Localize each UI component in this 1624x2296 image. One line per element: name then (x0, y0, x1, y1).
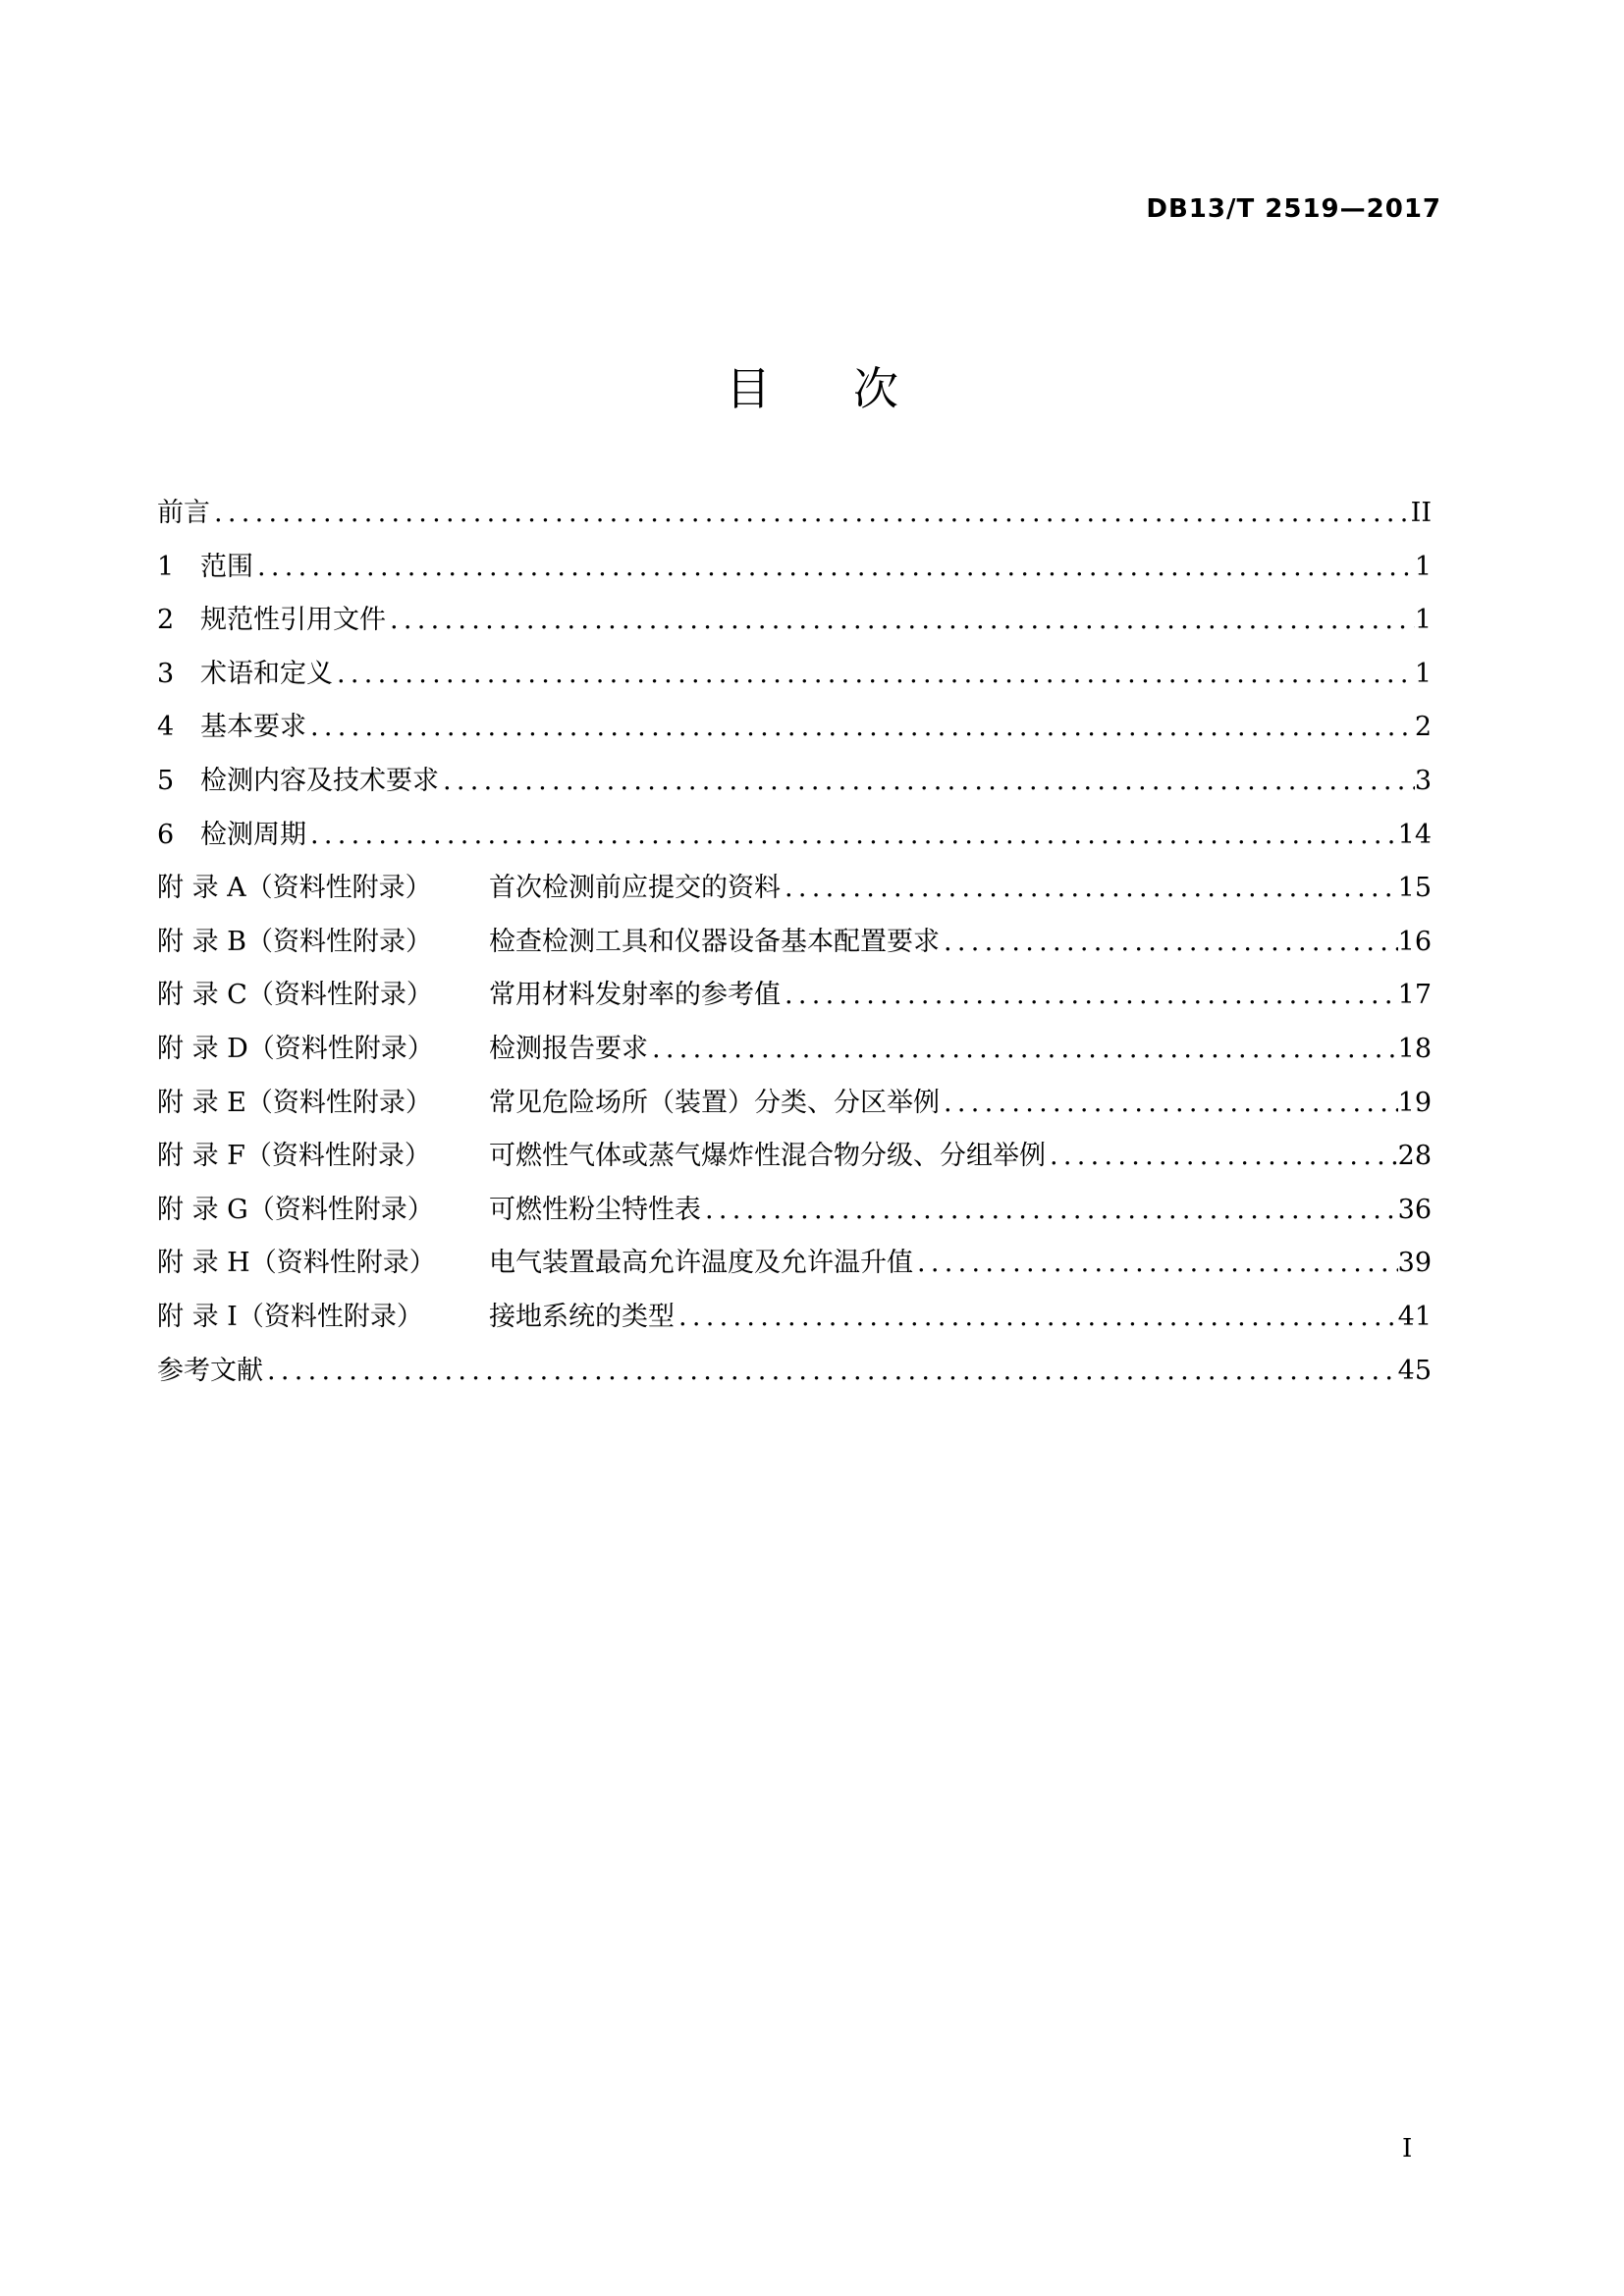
toc-leader-dots (1046, 1130, 1398, 1184)
toc-appendix-label: 附 录 I（资料性附录） (157, 1301, 423, 1332)
toc-entry-number: 4 (157, 712, 175, 743)
document-code: DB13/T 2519—2017 (1146, 194, 1441, 224)
toc-appendix-label: 附 录 B（资料性附录） (157, 926, 433, 957)
toc-entry-page: 45 (1397, 1355, 1432, 1386)
toc-title (0, 353, 1624, 418)
toc-entry-page: 1 (1414, 605, 1432, 636)
toc-appendix-label: 附 录 A（资料性附录） (157, 873, 432, 904)
toc-entry-title: 检测周期 (200, 819, 306, 850)
toc-entry-appendix-e[interactable] (157, 1077, 1432, 1131)
toc-entry-section-4[interactable] (157, 701, 1432, 755)
toc-leader-dots (940, 1077, 1398, 1131)
toc-entry-title: 电气装置最高允许温度及允许温升值 (489, 1248, 913, 1279)
toc-entry-title: 常用材料发射率的参考值 (489, 980, 781, 1011)
toc-entry-page: 2 (1414, 712, 1432, 743)
toc-entry-page: 28 (1397, 1141, 1432, 1172)
toc-entry-appendix-a[interactable] (157, 862, 1432, 916)
toc-entry-title: 接地系统的类型 (489, 1301, 675, 1332)
toc-entry-page: 16 (1397, 926, 1432, 957)
toc-entry-page: 14 (1397, 819, 1432, 850)
toc-entry-number: 2 (157, 605, 175, 636)
toc-entry-appendix-h[interactable] (157, 1237, 1432, 1291)
toc-leader-dots (781, 862, 1398, 916)
toc-entry-page: 1 (1414, 658, 1432, 689)
toc-entry-references[interactable] (157, 1345, 1432, 1399)
toc-leader-dots (701, 1184, 1398, 1238)
toc-entry-title: 可燃性粉尘特性表 (489, 1194, 701, 1225)
toc-leader-dots (210, 487, 1411, 541)
toc-entry-title: 前言 (157, 498, 210, 528)
toc-entry-title: 范围 (200, 551, 253, 582)
toc-entry-number: 6 (157, 819, 175, 850)
toc-entry-section-3[interactable] (157, 648, 1432, 702)
toc-entry-page: 19 (1397, 1087, 1432, 1118)
toc-title-char-1: 目 (726, 362, 771, 415)
toc-entry-number: 1 (157, 551, 175, 582)
toc-entry-title: 检测报告要求 (489, 1033, 648, 1064)
toc-entry-page: 15 (1397, 873, 1432, 904)
toc-leader-dots (386, 594, 1415, 648)
toc-leader-dots (306, 701, 1415, 755)
toc-leader-dots (306, 809, 1398, 863)
toc-leader-dots (648, 1023, 1398, 1077)
toc-entry-appendix-f[interactable] (157, 1130, 1432, 1184)
table-of-contents (157, 487, 1432, 1398)
toc-entry-appendix-i[interactable] (157, 1291, 1432, 1345)
toc-appendix-label: 附 录 H（资料性附录） (157, 1248, 436, 1279)
toc-entry-page: 41 (1397, 1301, 1432, 1332)
toc-entry-appendix-c[interactable] (157, 969, 1432, 1023)
toc-entry-number: 3 (157, 658, 175, 689)
toc-leader-dots (913, 1237, 1398, 1291)
toc-entry-section-5[interactable] (157, 755, 1432, 809)
toc-leader-dots (675, 1291, 1398, 1345)
toc-leader-dots (253, 541, 1415, 595)
toc-entry-page: 1 (1414, 551, 1432, 582)
toc-entry-page: 18 (1397, 1033, 1432, 1064)
toc-entry-title: 术语和定义 (200, 658, 333, 689)
toc-entry-title: 检测内容及技术要求 (200, 765, 439, 796)
toc-title-char-2: 次 (853, 362, 898, 415)
toc-entry-page: 3 (1414, 765, 1432, 796)
page-number: I (1402, 2134, 1413, 2163)
toc-entry-title: 常见危险场所（装置）分类、分区举例 (489, 1087, 940, 1118)
toc-leader-dots (940, 916, 1398, 970)
toc-entry-title: 首次检测前应提交的资料 (489, 873, 781, 904)
toc-entry-title: 规范性引用文件 (200, 605, 386, 636)
toc-entry-title: 基本要求 (200, 712, 306, 743)
toc-entry-appendix-b[interactable] (157, 916, 1432, 970)
toc-entry-appendix-g[interactable] (157, 1184, 1432, 1238)
toc-leader-dots (263, 1345, 1398, 1399)
toc-entry-section-6[interactable] (157, 809, 1432, 863)
toc-appendix-label: 附 录 G（资料性附录） (157, 1194, 434, 1225)
toc-entry-page: 36 (1397, 1194, 1432, 1225)
toc-entry-section-1[interactable] (157, 541, 1432, 595)
toc-entry-title: 可燃性气体或蒸气爆炸性混合物分级、分组举例 (489, 1141, 1046, 1172)
toc-appendix-label: 附 录 F（资料性附录） (157, 1141, 431, 1172)
toc-entry-section-2[interactable] (157, 594, 1432, 648)
toc-entry-page: 39 (1397, 1248, 1432, 1279)
toc-leader-dots (781, 969, 1398, 1023)
toc-entry-page: II (1410, 498, 1432, 528)
toc-entry-page: 17 (1397, 980, 1432, 1011)
toc-appendix-label: 附 录 E（资料性附录） (157, 1087, 432, 1118)
toc-leader-dots (333, 648, 1415, 702)
toc-appendix-label: 附 录 D（资料性附录） (157, 1033, 434, 1064)
toc-entry-title: 检查检测工具和仪器设备基本配置要求 (489, 926, 940, 957)
toc-appendix-label: 附 录 C（资料性附录） (157, 980, 433, 1011)
toc-leader-dots (439, 755, 1415, 809)
toc-entry-number: 5 (157, 765, 175, 796)
toc-entry-appendix-d[interactable] (157, 1023, 1432, 1077)
toc-entry-foreword[interactable] (157, 487, 1432, 541)
toc-entry-title: 参考文献 (157, 1355, 263, 1386)
